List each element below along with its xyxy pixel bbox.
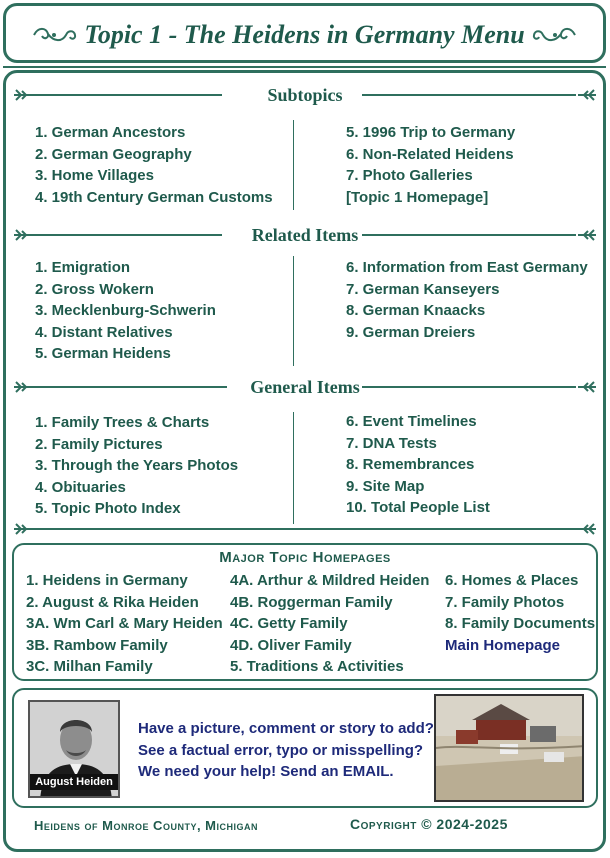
related-item-link[interactable]: 4. Distant Relatives — [35, 323, 173, 341]
main-homepage-link[interactable]: Main Homepage — [445, 636, 561, 654]
major-topic-link[interactable]: 2. August & Rika Heiden — [26, 593, 199, 611]
subtopic-link[interactable]: 6. Non-Related Heidens — [346, 145, 514, 163]
related-item-link[interactable]: 8. German Knaacks — [346, 302, 486, 319]
general-item-link[interactable]: 9. Site Map — [346, 477, 425, 495]
section-rule — [362, 94, 576, 96]
page-title: Topic 1 - The Heidens in Germany Menu — [84, 20, 525, 49]
subtopics-right-list — [346, 122, 515, 208]
arrow-ornament-icon — [576, 227, 598, 243]
column-divider — [293, 120, 294, 210]
related-item-link[interactable]: 3. Mecklenburg-Schwerin — [35, 302, 216, 319]
major-topics-title: Major Topic Homepages — [219, 549, 391, 566]
subtopics-header — [12, 85, 598, 105]
arrow-ornament-icon — [12, 521, 34, 537]
major-topic-link[interactable]: 7. Family Photos — [445, 593, 565, 611]
portrait-caption: August Heiden — [30, 774, 118, 790]
subtopic-link[interactable]: 5. 1996 Trip to Germany — [346, 124, 516, 141]
major-topic-link[interactable]: 4A. Arthur & Mildred Heiden — [230, 572, 430, 589]
subtopic-link[interactable]: 2. German Geography — [35, 145, 192, 163]
general-item-link[interactable]: 8. Remembrances — [346, 456, 475, 473]
header-divider — [3, 66, 606, 68]
related-item-link[interactable]: 6. Information from East Germany — [346, 259, 588, 276]
general-item-link[interactable]: 4. Obituaries — [35, 478, 126, 496]
help-line: Have a picture, comment or story to add? — [138, 720, 434, 737]
help-message — [138, 718, 434, 783]
section-divider — [12, 519, 598, 539]
general-right-list — [346, 411, 490, 519]
subtopic-link[interactable]: 7. Photo Galleries — [346, 167, 473, 184]
general-item-link[interactable]: 3. Through the Years Photos — [35, 457, 239, 474]
help-line: See a factual error, typo or misspelling? — [138, 741, 424, 759]
copyright-notice: Copyright © 2024-2025 — [350, 816, 508, 832]
general-item-link[interactable]: 6. Event Timelines — [346, 413, 477, 430]
related-item-link[interactable]: 5. German Heidens — [35, 345, 171, 362]
major-topic-link[interactable]: 1. Heidens in Germany — [26, 572, 188, 589]
column-divider — [293, 256, 294, 366]
section-title: Related Items — [251, 225, 359, 245]
subtopic-link[interactable]: 3. Home Villages — [35, 167, 154, 184]
section-title: Subtopics — [267, 85, 343, 105]
related-left-list — [35, 257, 216, 365]
major-topic-link[interactable]: 4C. Getty Family — [230, 615, 348, 632]
site-name: Heidens of Monroe County, Michigan — [34, 818, 259, 833]
major-col-3 — [445, 570, 595, 656]
related-right-list — [346, 257, 588, 343]
scroll-flourish-icon — [531, 24, 579, 46]
general-item-link[interactable]: 10. Total People List — [346, 499, 490, 516]
related-item-link[interactable]: 2. Gross Wokern — [35, 280, 154, 298]
farm-image — [436, 696, 584, 802]
email-link[interactable]: We need your help! Send an EMAIL. — [138, 763, 394, 780]
title-banner — [3, 3, 606, 63]
topic-homepage-link[interactable]: [Topic 1 Homepage] — [346, 188, 489, 206]
section-title: General Items — [250, 377, 360, 397]
subtopics-left-list — [35, 122, 273, 208]
general-item-link[interactable]: 2. Family Pictures — [35, 435, 163, 453]
august-heiden-portrait — [28, 700, 120, 798]
related-items-header — [12, 225, 598, 245]
section-rule — [32, 528, 578, 530]
general-item-link[interactable]: 5. Topic Photo Index — [35, 500, 181, 517]
major-topic-link[interactable]: 6. Homes & Places — [445, 572, 579, 589]
major-topic-link[interactable]: 3A. Wm Carl & Mary Heiden — [26, 615, 223, 632]
related-item-link[interactable]: 1. Emigration — [35, 259, 131, 276]
subtopic-link[interactable]: 1. German Ancestors — [35, 124, 186, 141]
major-topic-link[interactable]: 4B. Roggerman Family — [230, 593, 393, 611]
general-item-link[interactable]: 7. DNA Tests — [346, 434, 437, 452]
major-topic-homepages-box — [12, 543, 598, 681]
major-topic-link[interactable]: 4D. Oliver Family — [230, 636, 352, 654]
arrow-ornament-icon — [576, 379, 598, 395]
feedback-box — [12, 688, 598, 808]
subtopic-link[interactable]: 4. 19th Century German Customs — [35, 188, 273, 206]
arrow-ornament-icon — [576, 87, 598, 103]
farm-photo — [434, 694, 584, 802]
related-item-link[interactable]: 9. German Dreiers — [346, 323, 476, 341]
related-item-link[interactable]: 7. German Kanseyers — [346, 280, 500, 298]
major-col-2 — [230, 570, 429, 678]
section-rule — [362, 234, 576, 236]
general-items-header — [12, 377, 598, 397]
major-topic-link[interactable]: 3C. Milhan Family — [26, 658, 153, 675]
general-item-link[interactable]: 1. Family Trees & Charts — [35, 414, 210, 431]
major-topic-link[interactable]: 5. Traditions & Activities — [230, 658, 404, 675]
general-left-list — [35, 412, 238, 520]
arrow-ornament-icon — [576, 521, 598, 537]
column-divider — [293, 412, 294, 524]
section-rule — [362, 386, 576, 388]
major-col-1 — [26, 570, 223, 678]
major-topic-link[interactable]: 3B. Rambow Family — [26, 636, 168, 654]
major-topic-link[interactable]: 8. Family Documents — [445, 615, 596, 632]
